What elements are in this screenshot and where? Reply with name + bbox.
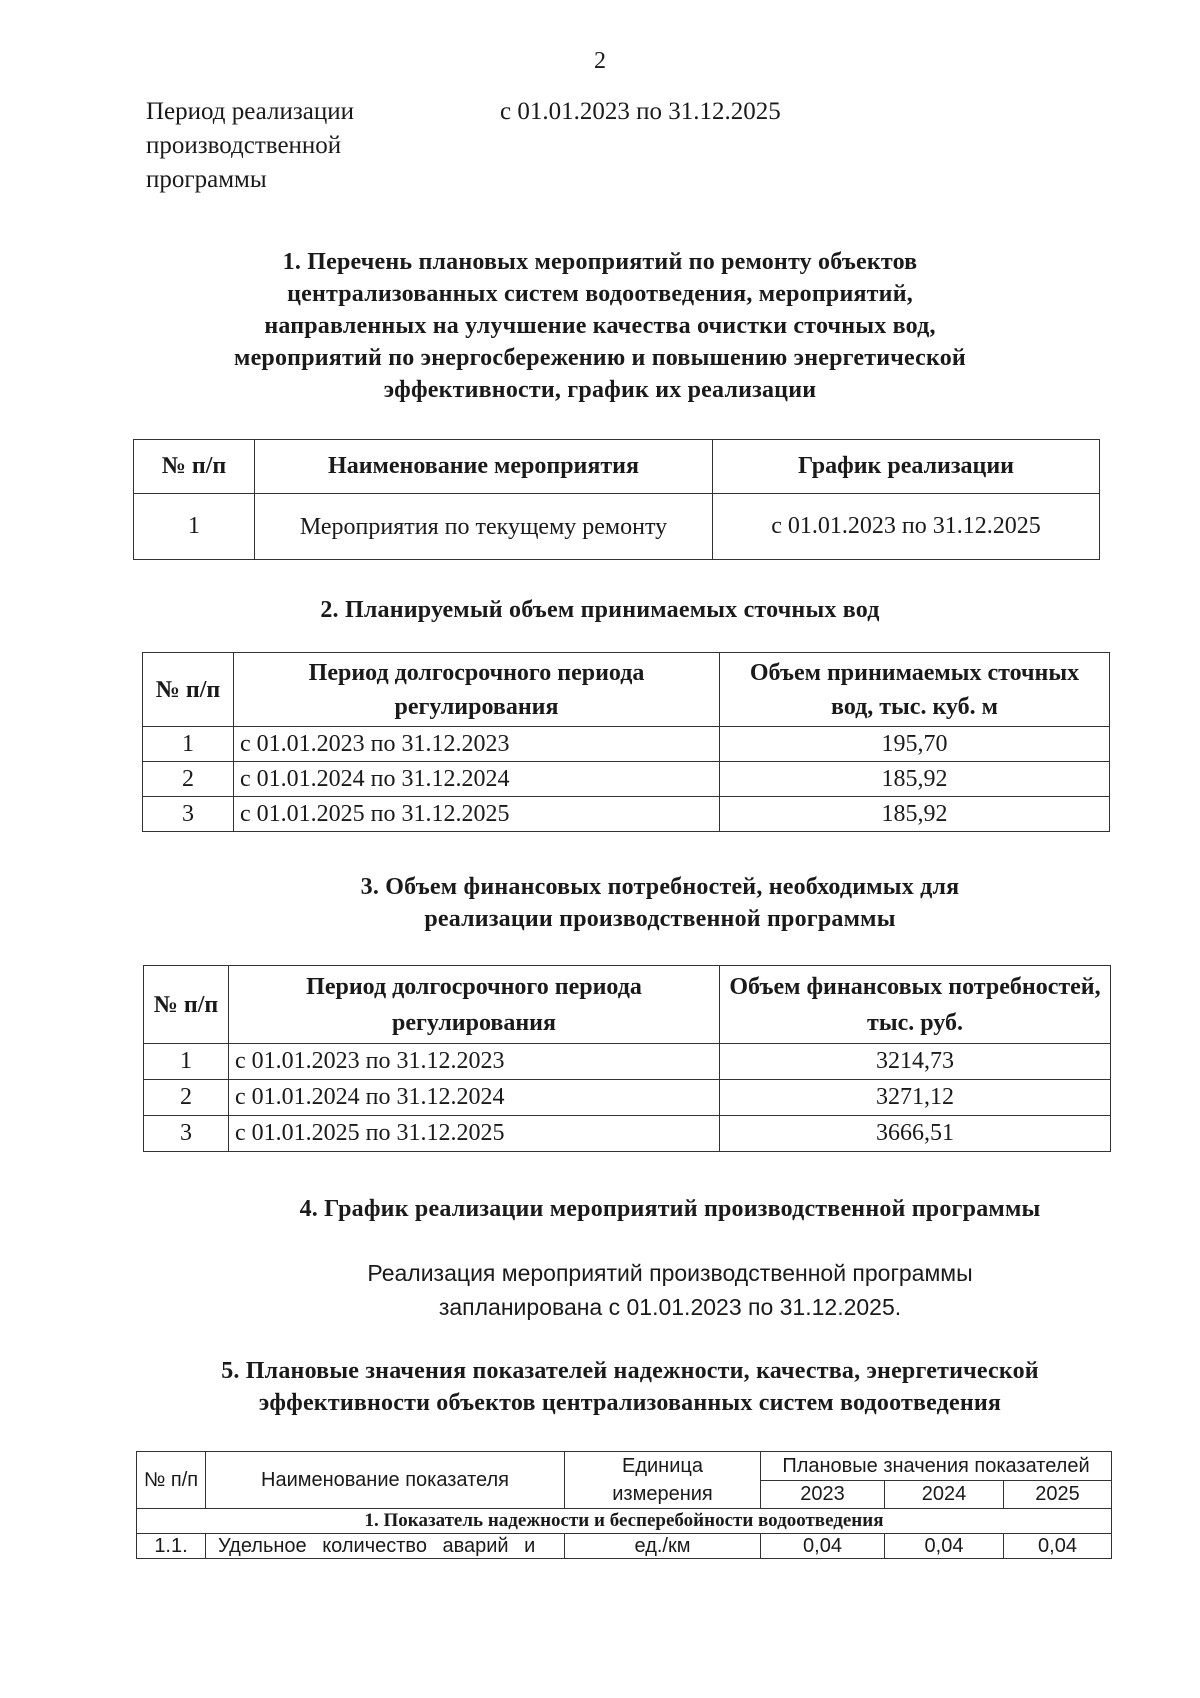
cell-volume: 185,92 [720,762,1110,797]
table-group-row [137,1509,1112,1534]
cell-finance: 3214,73 [720,1044,1111,1080]
section1-title-line: направленных на улучшение качества очистки сточных вод, [264,313,936,339]
period-label-line: производственной [146,132,342,159]
table-row [134,494,1100,560]
page-number: 2 [594,48,606,74]
col-header-unit: Единица измерения [565,1452,761,1509]
period-label-line: Период реализации [146,98,354,125]
table-row [143,762,1110,797]
cell-num: 1.1. [137,1534,206,1559]
section1-title-line: централизованных систем водоотведения, мероприятий, [287,281,913,307]
table-row [143,727,1110,762]
period-label-line: программы [146,166,267,193]
cell-period: с 01.01.2025 по 31.12.2025 [229,1116,720,1152]
cell-num: 2 [144,1080,229,1116]
table-row [144,1080,1111,1116]
col-header-num: № п/п [134,440,255,494]
cell-num: 3 [143,797,234,832]
section2-table [142,652,1110,832]
col-header-num: № п/п [137,1452,206,1509]
col-header-planned: Плановые значения показателей [761,1452,1112,1481]
col-header-year: 2024 [885,1480,1004,1509]
col-header-name: Наименование мероприятия [255,440,713,494]
cell-num: 1 [134,494,255,560]
cell-period: с 01.01.2023 по 31.12.2023 [234,727,720,762]
section4-title: 4. График реализации мероприятий производственной программы [299,1196,1041,1222]
cell-period: с 01.01.2023 по 31.12.2023 [229,1044,720,1080]
section5-title-line: эффективности объектов централизованных систем водоотведения [258,1390,1002,1416]
table-row [143,797,1110,832]
cell-value: 0,04 [761,1534,885,1559]
cell-num: 1 [143,727,234,762]
table-row [144,1116,1111,1152]
section4-text [70,1256,1200,1324]
table-header-row [143,653,1110,727]
table-header-row [144,966,1111,1044]
cell-num: 1 [144,1044,229,1080]
cell-period: с 01.01.2024 по 31.12.2024 [229,1080,720,1116]
section3-title [60,871,1200,935]
cell-num: 2 [143,762,234,797]
section3-title-line: реализации производственной программы [424,906,896,932]
col-header-num: № п/п [144,966,229,1044]
period-value: с 01.01.2023 по 31.12.2025 [500,98,781,125]
cell-volume: 195,70 [720,727,1110,762]
cell-finance: 3666,51 [720,1116,1111,1152]
table-row [137,1534,1112,1559]
cell-num: 3 [144,1116,229,1152]
group-title: 1. Показатель надежности и бесперебойности водоотведения [137,1509,1112,1534]
table-header-row [134,440,1100,494]
cell-name: Удельное количество аварий и [206,1534,565,1559]
col-header-finance: Объем финансовых потребностей, тыс. руб. [720,966,1111,1044]
col-header-period: Период долгосрочного периода регулирования [234,653,720,727]
col-header-period: Период долгосрочного периода регулирования [229,966,720,1044]
section5-title [30,1355,1200,1419]
section5-title-line: 5. Плановые значения показателей надежности, качества, энергетической [221,1358,1039,1384]
period-label [146,95,446,197]
col-header-year: 2025 [1004,1480,1112,1509]
cell-period: с 01.01.2025 по 31.12.2025 [234,797,720,832]
cell-volume: 185,92 [720,797,1110,832]
cell-schedule: с 01.01.2023 по 31.12.2025 [713,494,1100,560]
col-header-volume: Объем принимаемых сточных вод, тыс. куб. м [720,653,1110,727]
cell-finance: 3271,12 [720,1080,1111,1116]
section1-title-line: 1. Перечень плановых мероприятий по ремонту объектов [282,249,918,275]
section1-table [133,439,1100,560]
section1-title-line: эффективности, график их реализации [383,377,817,403]
table-row [144,1044,1111,1080]
col-header-name: Наименование показателя [206,1452,565,1509]
cell-value: 0,04 [1004,1534,1112,1559]
cell-name: Мероприятия по текущему ремонту [255,494,713,560]
section4-text-line: запланирована с 01.01.2023 по 31.12.2025. [438,1294,902,1320]
section1-title [0,246,1200,406]
col-header-year: 2023 [761,1480,885,1509]
col-header-schedule: График реализации [713,440,1100,494]
section4-text-line: Реализация мероприятий производственной программы [367,1260,973,1286]
section2-title: 2. Планируемый объем принимаемых сточных вод [320,597,880,623]
section5-table [136,1451,1112,1559]
table-header-row [137,1452,1112,1481]
section3-title-line: 3. Объем финансовых потребностей, необходимых для [360,874,960,900]
col-header-num: № п/п [143,653,234,727]
cell-value: 0,04 [885,1534,1004,1559]
cell-unit: ед./км [565,1534,761,1559]
section1-title-line: мероприятий по энергосбережению и повышению энергетической [234,345,966,371]
section3-table [143,965,1111,1152]
cell-period: с 01.01.2024 по 31.12.2024 [234,762,720,797]
